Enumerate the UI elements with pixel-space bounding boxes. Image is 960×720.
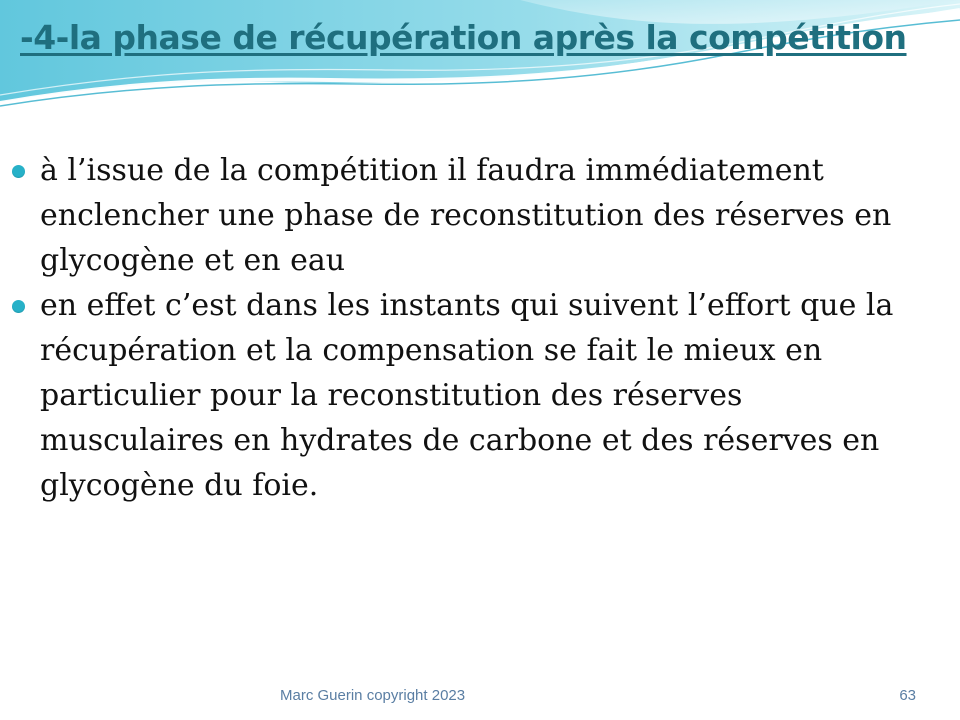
page-title: -4-la phase de récupération après la compétition [20, 18, 907, 57]
bullet-text-2: en effet c’est dans les instants qui suivent l’effort que la récupération et la compensation se fait le mieux en particulier pour la reconstitution des réserves musculaires en hydrates de carbone et des réserves en glycogène du foie. [40, 288, 894, 503]
bullet-item-2 [8, 283, 933, 508]
slide-number: 63 [899, 687, 916, 704]
bullet-text-1: à l’issue de la compétition il faudra immédiatement enclencher une phase de reconstitution des réserves en glycogène et en eau [40, 153, 892, 278]
bullet-list [8, 148, 933, 508]
filled-circle-bullet-icon [12, 165, 25, 178]
footer-copyright: Marc Guerin copyright 2023 [280, 687, 466, 704]
bullet-item-1 [8, 148, 933, 283]
filled-circle-bullet-icon [12, 300, 25, 313]
